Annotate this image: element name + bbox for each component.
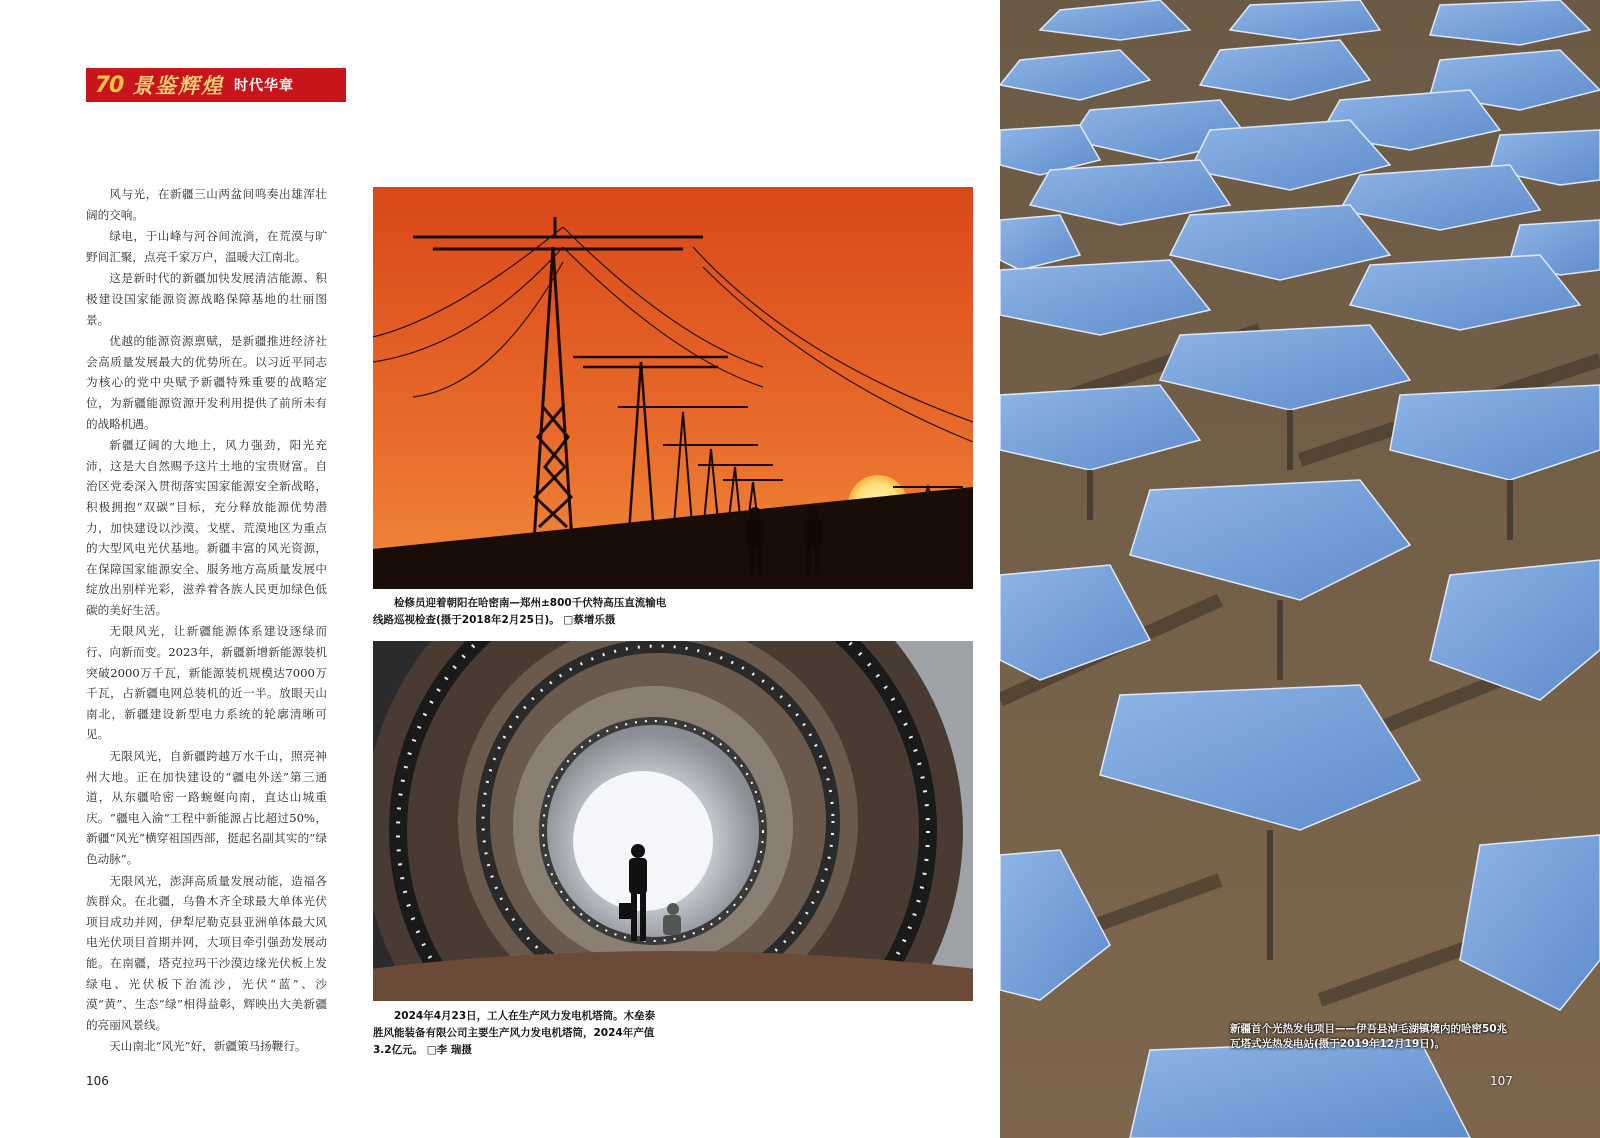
article-paragraph: 天山南北“风光”好，新疆策马扬鞭行。 xyxy=(109,1039,307,1054)
article-paragraph: 风与光，在新疆三山两盆间鸣奏出雄浑壮阔的交响。 xyxy=(86,187,327,222)
article-paragraph: 优越的能源资源禀赋，是新疆推进经济社会高质量发展最大的优势所在。以习近平同志为核心的党中央赋予新疆特殊重要的战略定位，为新疆能源资源开发利用提供了前所未有的战略机遇。 xyxy=(86,334,327,431)
article-body xyxy=(86,184,327,1058)
turbine-photo-caption: 2024年4月23日，工人在生产风力发电机塔筒。木垒泰胜风能装备有限公司主要生产风力发电机塔筒，2024年产值3.2亿元。 □李 瑞摄 xyxy=(373,1010,656,1056)
article-paragraph: 无限风光，自新疆跨越万水千山，照亮神州大地。正在加快建设的“疆电外送”第三通道，从东疆哈密一路蜿蜒向南，直达山城重庆。“疆电入渝”工程中新能源占比超过50%，新疆“风光”横穿祖国西部，挺起名副其实的“绿色动脉”。 xyxy=(86,749,327,866)
turbine-tower-photo xyxy=(373,641,973,1001)
section-banner xyxy=(86,68,346,102)
article-paragraph: 无限风光，让新疆能源体系建设逐绿而行、向新而变。2023年，新疆新增新能源装机突破2000万千瓦，新能源装机规模达7000万千瓦，占新疆电网总装机的近一半。放眼天山南北，新疆建设新型电力系统的轮廓清晰可见。 xyxy=(86,624,327,742)
article-paragraph: 绿电，于山峰与河谷间流淌，在荒漠与旷野间汇聚，点亮千家万户，温暖大江南北。 xyxy=(86,229,327,264)
page-number-left: 106 xyxy=(86,1074,109,1088)
section-title: 时代华章 xyxy=(234,78,294,94)
article-paragraph: 这是新时代的新疆加快发展清洁能源、积极建设国家能源资源战略保障基地的壮丽图景。 xyxy=(86,271,327,327)
transmission-towers-photo xyxy=(373,187,973,589)
article-paragraph: 新疆辽阔的大地上，风力强劲，阳光充沛，这是大自然赐予这片土地的宝贵财富。自治区党委深入贯彻落实国家能源安全新战略，积极拥抱“双碳”目标，充分释放能源优势潜力，加快建设以沙漠、戈壁、荒漠地区为重点的大型风电光伏基地。新疆丰富的风光资源，在保障国家能源安全、服务地方高质量发展中绽放出别样光彩，滋养着各族人民更加绿色低碳的美好生活。 xyxy=(86,438,327,617)
towers-photo-caption: 检修员迎着朝阳在哈密南—郑州±800千伏特高压直流输电线路巡视检查(摄于2018年2月25日)。 □蔡增乐摄 xyxy=(373,597,667,626)
heliostat-field-photo xyxy=(1000,0,1600,1138)
solar-photo-caption: 新疆首个光热发电项目——伊吾县淖毛湖镇境内的哈密50兆瓦塔式光热发电站(摄于2019年12月19日)。 xyxy=(1230,1023,1508,1050)
page-number-right: 107 xyxy=(1490,1074,1513,1088)
banner-calligraphy: 景鉴辉煌 xyxy=(132,73,224,98)
anniversary-logo: 70 xyxy=(94,72,124,98)
article-paragraph: 无限风光，澎湃高质量发展动能，造福各族群众。在北疆，乌鲁木齐全球最大单体光伏项目成功并网，伊犁尼勒克县亚洲单体最大风电光伏项目首期并网，大项目牵引强劲发展动能。在南疆，塔克拉玛干沙漠边缘光伏板上发绿电、光伏板下治流沙，光伏“蓝”、沙漠“黄”、生态“绿”相得益彰，辉映出大美新疆的亮丽风景线。 xyxy=(86,873,327,1032)
